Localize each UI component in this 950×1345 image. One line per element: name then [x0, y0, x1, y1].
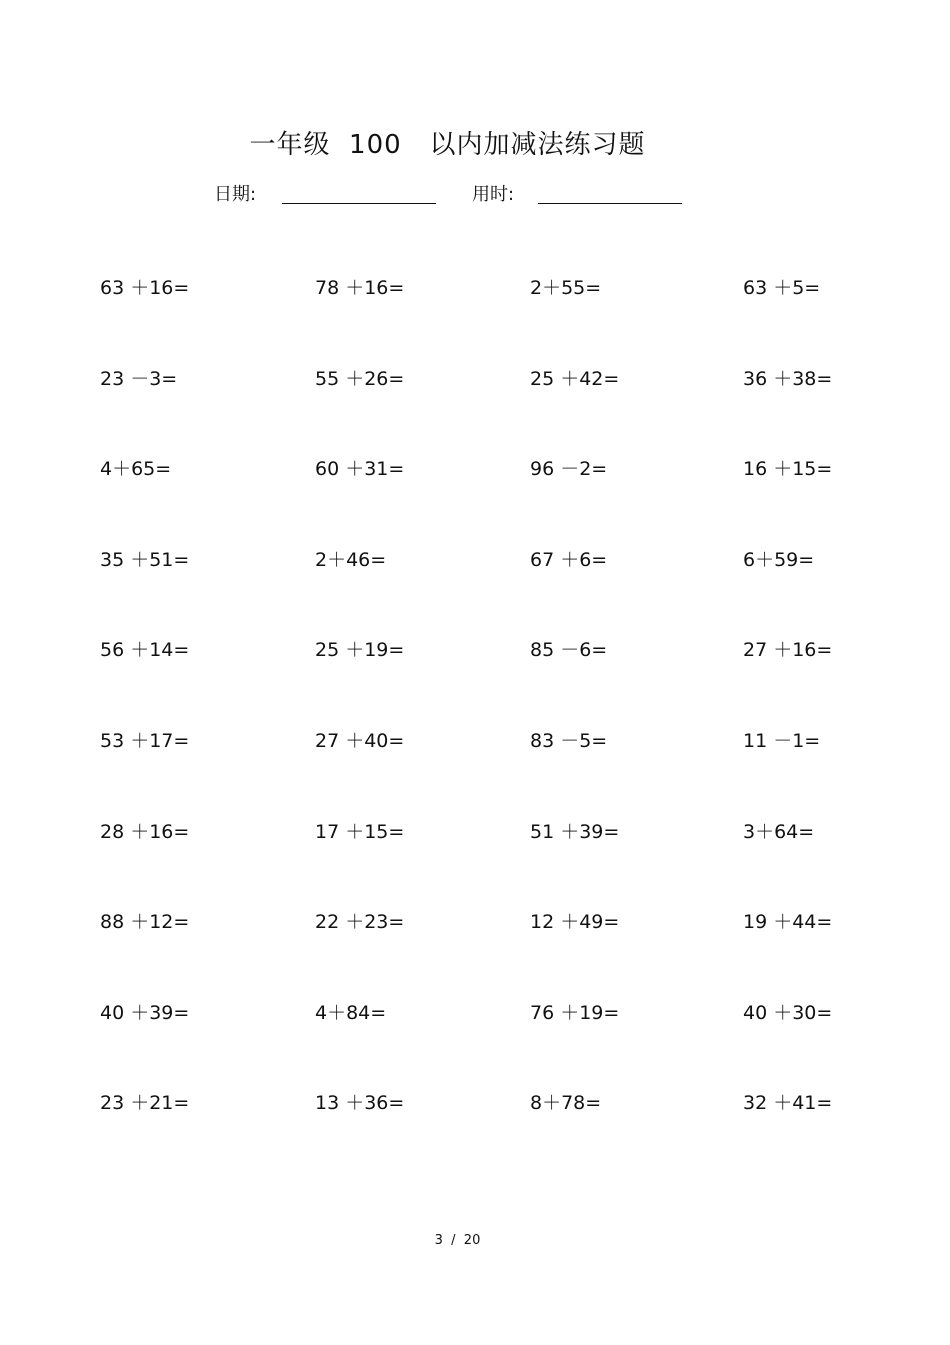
problem-item: 63 ＋5=: [743, 277, 821, 299]
problem-item: 63 ＋16=: [100, 277, 190, 299]
problem-item: 40 ＋39=: [100, 1002, 190, 1024]
problem-item: 25 ＋42=: [530, 368, 620, 390]
problem-item: 22 ＋23=: [315, 911, 405, 933]
problem-item: 4＋65=: [100, 458, 172, 480]
problem-item: 36 ＋38=: [743, 368, 833, 390]
problem-item: 25 ＋19=: [315, 639, 405, 661]
problem-item: 60 ＋31=: [315, 458, 405, 480]
problem-item: 51 ＋39=: [530, 821, 620, 843]
time-label: 用时:: [472, 184, 515, 205]
problem-item: 23 －3=: [100, 368, 178, 390]
page-title: 一年级 100 以内加减法练习题: [249, 130, 646, 160]
problem-item: 17 ＋15=: [315, 821, 405, 843]
problem-item: 96 －2=: [530, 458, 608, 480]
time-blank-line: [538, 203, 682, 204]
problem-item: 53 ＋17=: [100, 730, 190, 752]
problem-item: 23 ＋21=: [100, 1092, 190, 1114]
problem-item: 55 ＋26=: [315, 368, 405, 390]
problem-item: 12 ＋49=: [530, 911, 620, 933]
problem-item: 76 ＋19=: [530, 1002, 620, 1024]
problem-item: 83 －5=: [530, 730, 608, 752]
problem-item: 3＋64=: [743, 821, 815, 843]
problem-item: 19 ＋44=: [743, 911, 833, 933]
problem-item: 56 ＋14=: [100, 639, 190, 661]
page-number: 3 / 20: [434, 1233, 481, 1248]
problem-item: 67 ＋6=: [530, 549, 608, 571]
problem-item: 4＋84=: [315, 1002, 387, 1024]
date-blank-line: [282, 203, 436, 204]
problem-item: 40 ＋30=: [743, 1002, 833, 1024]
problem-item: 13 ＋36=: [315, 1092, 405, 1114]
problem-item: 32 ＋41=: [743, 1092, 833, 1114]
problem-item: 8＋78=: [530, 1092, 602, 1114]
problem-item: 85 －6=: [530, 639, 608, 661]
problem-item: 78 ＋16=: [315, 277, 405, 299]
problem-item: 35 ＋51=: [100, 549, 190, 571]
problem-item: 16 ＋15=: [743, 458, 833, 480]
problem-item: 2＋46=: [315, 549, 387, 571]
problem-item: 11 －1=: [743, 730, 821, 752]
problem-item: 28 ＋16=: [100, 821, 190, 843]
problem-item: 2＋55=: [530, 277, 602, 299]
problem-item: 27 ＋16=: [743, 639, 833, 661]
date-label: 日期:: [214, 184, 257, 205]
problem-item: 88 ＋12=: [100, 911, 190, 933]
problem-item: 6＋59=: [743, 549, 815, 571]
problem-item: 27 ＋40=: [315, 730, 405, 752]
